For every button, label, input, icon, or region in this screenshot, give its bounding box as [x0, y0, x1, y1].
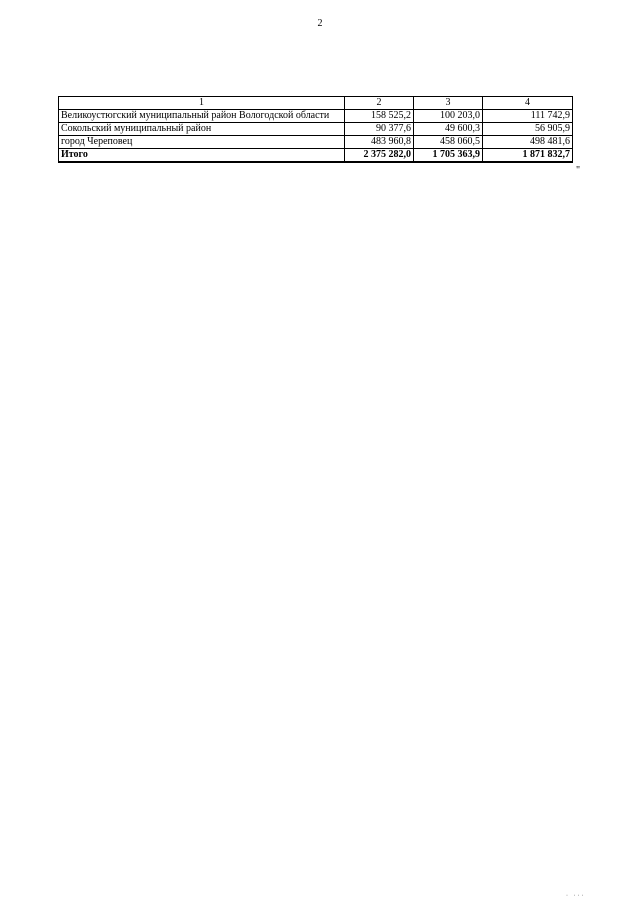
- table-total-row: [59, 149, 573, 163]
- page-number: 2: [317, 18, 323, 29]
- table-row: [59, 136, 573, 149]
- column-header-3: 3: [414, 97, 483, 110]
- column-header-4: 4: [483, 97, 573, 110]
- row-value-3: 49 600,3: [414, 123, 483, 136]
- table-header-row: [59, 97, 573, 110]
- total-value-3: 1 705 363,9: [414, 149, 483, 163]
- row-name: Великоустюгский муниципальный район Вологодской области: [59, 110, 345, 123]
- data-table-container: [58, 96, 573, 163]
- total-value-4: 1 871 832,7: [483, 149, 573, 163]
- column-header-2: 2: [345, 97, 414, 110]
- row-value-2: 158 525,2: [345, 110, 414, 123]
- total-value-2: 2 375 282,0: [345, 149, 414, 163]
- data-table: [58, 96, 573, 163]
- row-name: Сокольский муниципальный район: [59, 123, 345, 136]
- closing-quote: ": [576, 165, 581, 176]
- column-header-1: 1: [59, 97, 345, 110]
- row-name: город Череповец: [59, 136, 345, 149]
- table-row: [59, 123, 573, 136]
- table-row: [59, 110, 573, 123]
- row-value-4: 111 742,9: [483, 110, 573, 123]
- row-value-2: 90 377,6: [345, 123, 414, 136]
- row-value-4: 56 905,9: [483, 123, 573, 136]
- footer-mark: · ···: [566, 893, 586, 899]
- total-label: Итого: [59, 149, 345, 163]
- row-value-4: 498 481,6: [483, 136, 573, 149]
- row-value-3: 100 203,0: [414, 110, 483, 123]
- row-value-2: 483 960,8: [345, 136, 414, 149]
- row-value-3: 458 060,5: [414, 136, 483, 149]
